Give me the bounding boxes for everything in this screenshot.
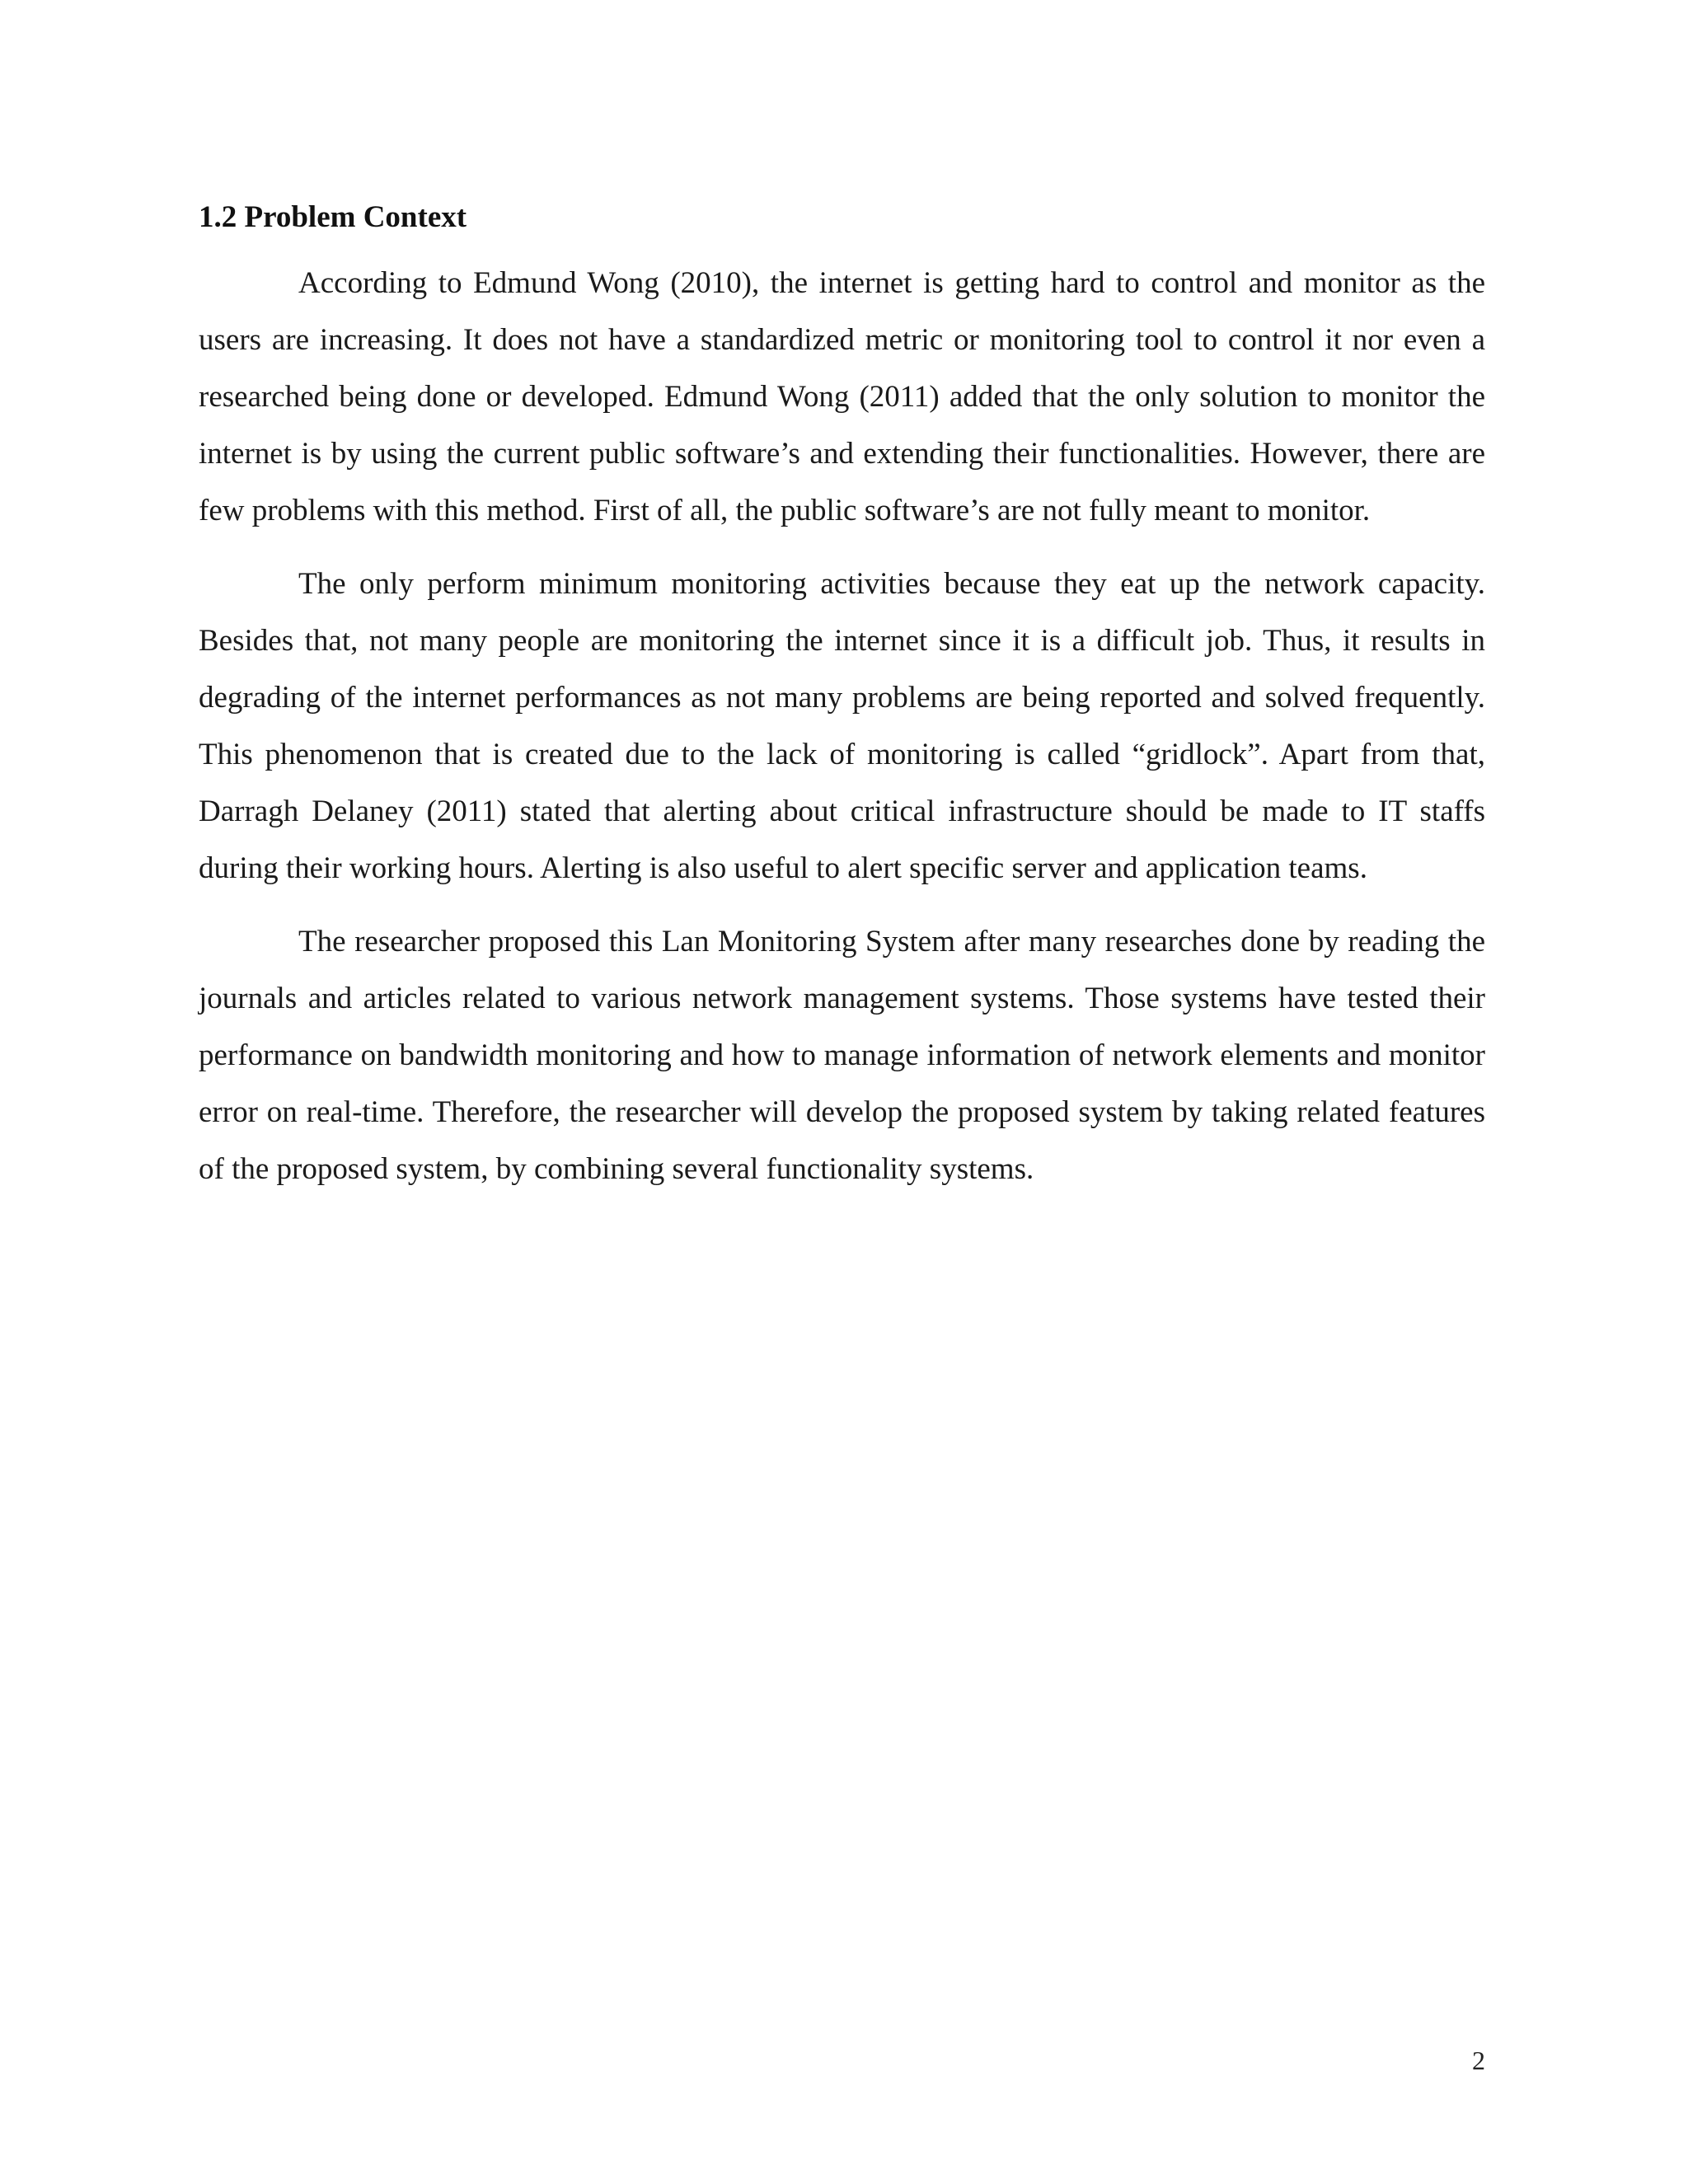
paragraph-2: The only perform minimum monitoring activities because they eat up the network capacity. Besides that, not many people are monitoring the internet since it is a difficult job. Thus, it results in degrading of the internet performances as not many problems are being reported and solved frequently. This phenomenon that is created due to the lack of monitoring is called “gridlock”. Apart from that, Darragh Delaney (2011) stated that alerting about critical infrastructure should be made to IT staffs during their working hours. Alerting is also useful to alert specific server and application teams.	[199, 567, 1485, 885]
paragraph-1: According to Edmund Wong (2010), the internet is getting hard to control and monitor as the users are increasing. It does not have a standardized metric or monitoring tool to control it nor even a researched being done or developed. Edmund Wong (2011) added that the only solution to monitor the internet is by using the current public software’s and extending their functionalities. However, there are few problems with this method. First of all, the public software’s are not fully meant to monitor.	[199, 266, 1485, 527]
section-heading: 1.2 Problem Context	[199, 200, 467, 234]
page-content	[199, 194, 1485, 1197]
page-number: 2	[1472, 2046, 1485, 2075]
paragraph-3: The researcher proposed this Lan Monitoring System after many researches done by reading the journals and articles related to various network management systems. Those systems have tested their performance on bandwidth monitoring and how to manage information of network elements and monitor error on real-time. Therefore, the researcher will develop the proposed system by taking related features of the proposed system, by combining several functionality systems.	[199, 925, 1485, 1186]
